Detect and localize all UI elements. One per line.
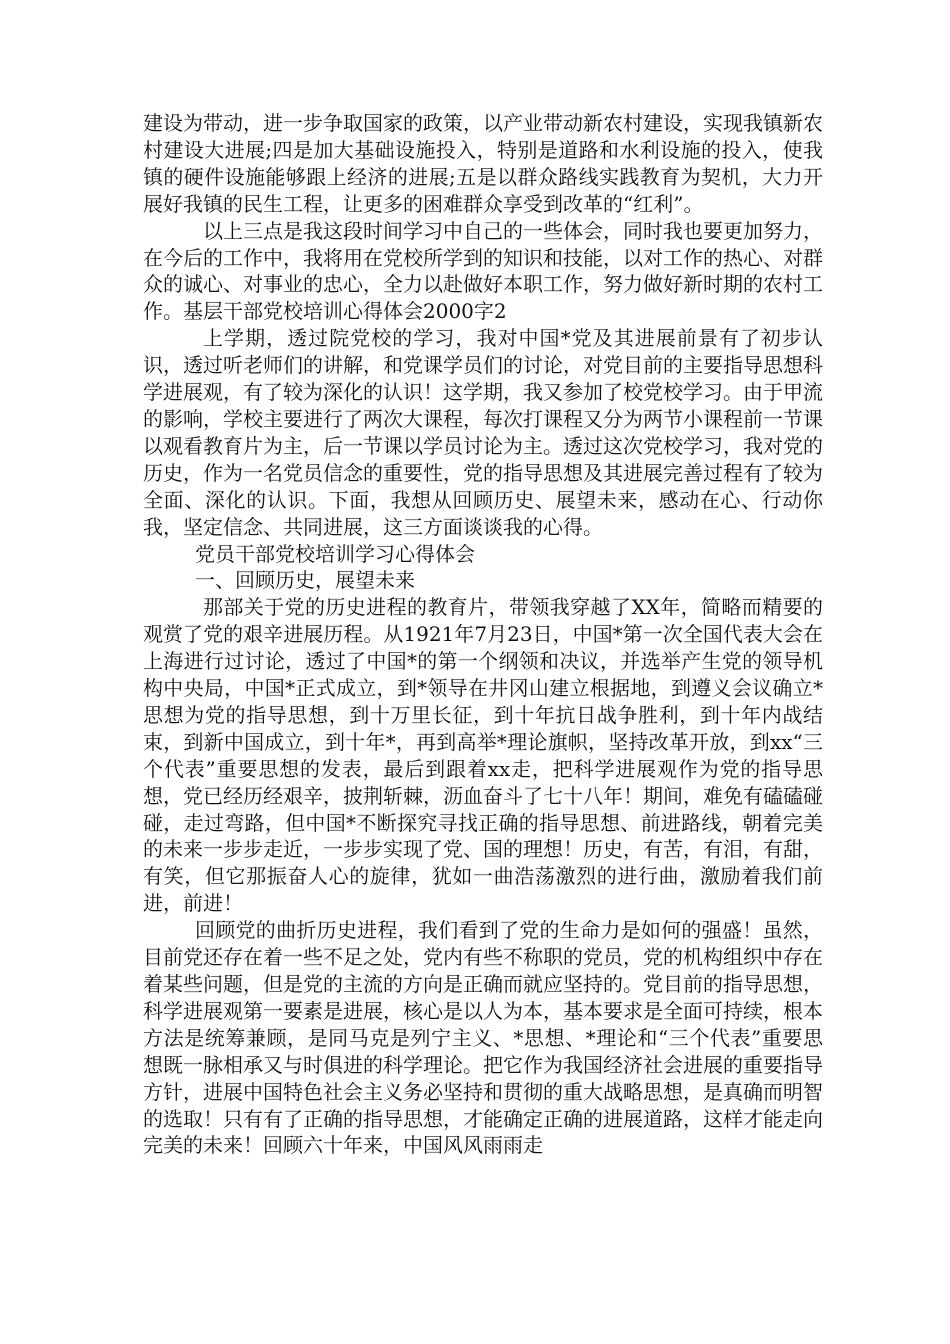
paragraph-1: 建设为带动，进一步争取国家的政策，以产业带动新农村建设，实现我镇新农村建设大进展;四是加大基础设施投入，特别是道路和水利设施的投入，使我镇的硬件设施能够跟上经济的进展;五是以群众路线实践教育为契机，大力开展好我镇的民生工程，让更多的困难群众享受到改革的“红利”。 <box>143 111 823 216</box>
paragraph-2: 以上三点是我这段时间学习中自己的一些体会，同时我也要更加努力，在今后的工作中，我将用在党校所学到的知识和技能，以对工作的热心、对群众的诚心、对事业的忠心，全力以赴做好本职工作，努力做好新时期的农村工作。基层干部党校培训心得体会2000字2 <box>143 218 823 324</box>
paragraph-3: 上学期，透过院党校的学习，我对中国*党及其进展前景有了初步认识，透过听老师们的讲解，和党课学员们的讨论，对党目前的主要指导思想科学进展观，有了较为深化的认识！这学期，我又参加了校党校学习。由于甲流的影响，学校主要进行了两次大课程，每次打课程又分为两节小课程前一节课以观看教育片为主，后一节课以学员讨论为主。透过这次党校学习，我对党的历史，作为一名党员信念的重要性，党的指导思想及其进展完善过程有了较为全面、深化的认识。下面，我想从回顾历史、展望未来，感动在心、行动你我，坚定信念、共同进展，这三方面谈谈我的心得。 <box>143 326 823 539</box>
section-heading-1: 一、回顾历史，展望未来 <box>195 568 415 593</box>
paragraph-5: 回顾党的曲折历史进程，我们看到了党的生命力是如何的强盛！虽然，目前党还存在着一些不足之处，党内有些不称职的党员，党的机构组织中存在着某些问题，但是党的主流的方向是正确而就应坚持的。党目前的指导思想，科学进展观第一要素是进展，核心是以人为本，基本要求是全面可持续，根本方法是统筹兼顾，是同马克是列宁主义、*思想、*理论和“三个代表”重要思想既一脉相承又与时俱进的科学理论。把它作为我国经济社会进展的重要指导方针，进展中国特色社会主义务必坚持和贯彻的重大战略思想，是真确而明智的选取！只有有了正确的指导思想，才能确定正确的进展道路，这样才能走向完美的未来！回顾六十年来，中国风风雨雨走 <box>143 918 823 1158</box>
document-page <box>143 110 823 1159</box>
paragraph-4: 那部关于党的历史进程的教育片，带领我穿越了XX年，简略而精要的观赏了党的艰辛进展历程。从1921年7月23日，中国*第一次全国代表大会在上海进行过讨论，透过了中国*的第一个纲领和决议，并选举产生党的领导机构中央局，中国*正式成立，到*领导在井冈山建立根据地，到遵义会议确立*思想为党的指导思想，到十万里长征，到十年抗日战争胜利，到十年内战结束，到新中国成立，到十年*，再到高举*理论旗帜，坚持改革开放，到xx“三个代表”重要思想的发表，最后到跟着xx走，把科学进展观作为党的指导思想，党已经历经艰辛，披荆斩棘，沥血奋斗了七十八年！期间，难免有磕磕碰碰，走过弯路，但中国*不断探究寻找正确的指导思想、前进路线，朝着完美的未来一步步走近，一步步实现了党、国的理想！历史，有苦，有泪，有甜，有笑，但它那振奋人心的旋律，犹如一曲浩荡激烈的进行曲，激励着我们前进，前进！ <box>143 595 823 916</box>
section-title: 党员干部党校培训学习心得体会 <box>195 541 475 566</box>
